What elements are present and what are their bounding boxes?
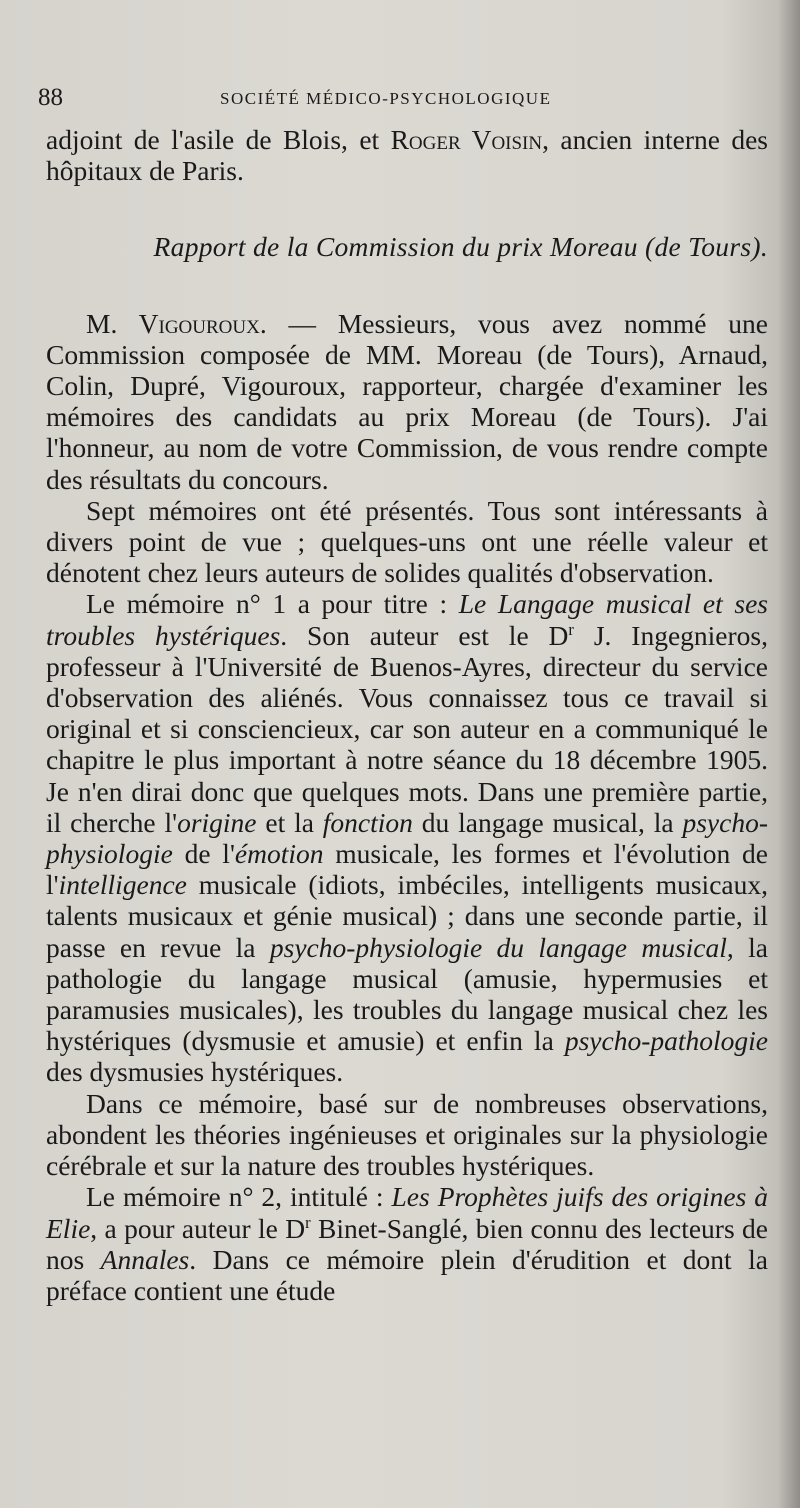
speaker-name: M. Vigouroux: [86, 307, 260, 339]
superscript: r: [568, 619, 574, 639]
paragraph-memoire-1-summary: Dans ce mémoire, basé sur de nombreuses observations, abondent les théories ingénieuses et originales sur la physiologie cérébrale et sur la nature des troubles hystériques.: [46, 1087, 768, 1182]
italic-term: fonction: [322, 806, 413, 838]
text-run: . — Messieurs, vous avez nommé une Commission composée de MM. Moreau (de Tours), Arnaud, Colin, Dupré, Vigouroux, rapporteur, chargée d'examiner les mémoires des candidats au prix Moreau (de Tours). J'ai l'honneur, au nom de votre Commission, de vous rendre compte des résultats du concours.: [46, 307, 768, 495]
italic-term: psycho-physiologie du langage musical: [269, 931, 727, 963]
text-run: musicale (idiots, imbéciles, intelligents musicaux, talents musicaux et génie musical) ; dans une seconde partie, il passe en revue la: [46, 869, 768, 963]
paragraph-intro: [46, 308, 768, 495]
text-run: , ancien interne des hôpitaux de Paris.: [46, 124, 769, 187]
text-run: , a pour auteur le D: [90, 1212, 306, 1244]
paragraph-continuation: [46, 124, 768, 186]
text-run: J. Ingegnieros, professeur à l'Université de Buenos-Ayres, directeur du service d'observation des aliénés. Vous connaissez tous ce travail si original et si consciencieux, car son auteur en a communiqué le chapitre le plus important à notre séance du 18 décembre 1905. Je n'en dirai donc que quelques mots. Dans une première partie, il cherche l': [46, 619, 768, 838]
italic-term: intelligence: [58, 869, 187, 901]
italic-term: origine: [177, 806, 257, 838]
text-run: de l': [172, 838, 235, 870]
text-run: . Son auteur est le D: [280, 619, 569, 651]
paragraph-submissions: Sept mémoires ont été présentés. Tous sont intéressants à divers point de vue ; quelques-uns ont une réelle valeur et dénotent chez leurs auteurs de solides qualités d'observation.: [46, 494, 768, 589]
paragraph-memoire-2: [46, 1181, 768, 1306]
text-run: du langage musical, la: [412, 806, 683, 838]
page-header: [38, 84, 768, 118]
text-run: adjoint de l'asile de Blois, et: [46, 124, 391, 155]
paragraph-memoire-1: [46, 588, 768, 1087]
page-edge-shadow: [778, 0, 800, 1508]
italic-term: psycho-pathologie: [564, 1025, 768, 1057]
text-run: et la: [256, 806, 323, 838]
text-run: Le mémoire n° 2, intitulé :: [86, 1181, 392, 1213]
section-title: Rapport de la Commission du prix Moreau (de Tours).: [153, 231, 768, 263]
superscript: r: [305, 1212, 311, 1232]
text-run: des dysmusies hystériques.: [46, 1056, 344, 1088]
memoire-title: Le Langage musical et ses troubles hystériques: [46, 588, 768, 651]
body-text: [46, 124, 768, 1306]
page-number: 88: [38, 84, 63, 111]
text-run: , la pathologie du langage musical (amusie, hypermusies et paramusies musicales), les troubles du langage musical chez les hystériques (dysmusie et amusie) et enfin la: [46, 931, 768, 1057]
text-run: Le mémoire n° 1 a pour titre :: [86, 588, 459, 620]
text-run: . Dans ce mémoire plein d'érudition et dont la préface contient une étude: [46, 1243, 768, 1306]
italic-term: Annales: [100, 1243, 190, 1275]
memoire-title: Les Prophètes juifs des origines à Elie: [46, 1181, 768, 1244]
italic-term: psycho-physiologie: [46, 806, 769, 870]
author-name: Roger Voisin: [390, 124, 543, 155]
text-run: Binet-Sanglé, bien connu des lecteurs de nos: [46, 1212, 768, 1275]
italic-term: émotion: [234, 838, 324, 870]
text-run: musicale, les formes et l'évolution de l': [46, 838, 768, 901]
running-head: SOCIÉTÉ MÉDICO-PSYCHOLOGIQUE: [220, 89, 552, 108]
